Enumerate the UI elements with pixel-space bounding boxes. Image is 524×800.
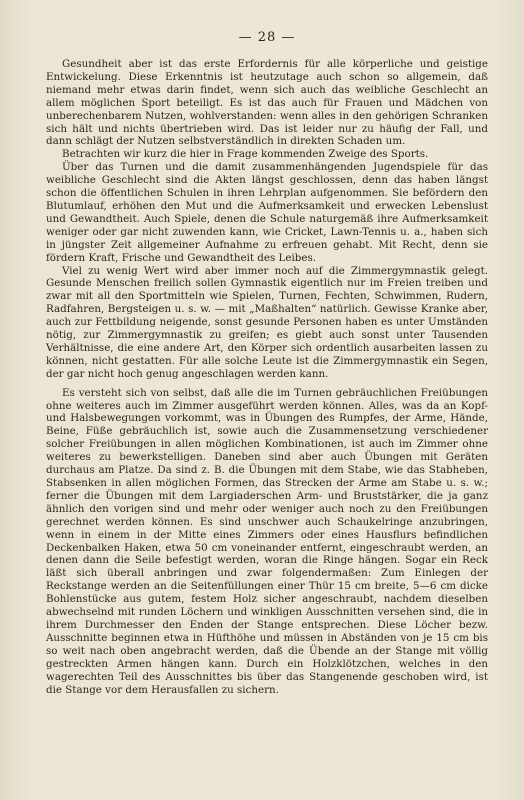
- page-number: — 28 —: [238, 30, 296, 45]
- paragraph-sports-intro: Betrachten wir kurz die hier in Frage kommenden Zweige des Sports.: [62, 148, 429, 161]
- paragraph-gymnastics-games: Über das Turnen und die damit zusammenhängenden Jugendspiele für das weibliche Geschlecht sind die Akten längst geschlossen, denn das haben längst schon die öffentlichen Schulen in ihren Lehrplan aufgenommen. Sie befördern den Blutumlauf, erhöhen den Mut und die Aufmerksamkeit und erwecken Lebenslust und Gewandtheit. Auch Spiele, denen die Schule naturgemäß ihre Aufmerksamkeit weniger oder gar nicht zuwenden kann, wie Cricket, Lawn-Tennis u. a., haben sich in jüngster Zeit allgemeiner Aufnahme zu erfreuen gehabt. Mit Recht, denn sie fördern Kraft, Frische und Gewandtheit des Leibes.: [46, 161, 488, 264]
- paragraph-room-gymnastics: Viel zu wenig Wert wird aber immer noch auf die Zimmergymnastik gelegt. Gesunde Menschen freilich sollen Gymnastik eigentlich nur im Freien treiben und zwar mit all den Sportmitteln wie Spielen, Turnen, Fechten, Schwimmen, Rudern, Radfahren, Bergsteigen u. s. w. — mit „Maßhalten“ natürlich. Gewisse Kranke aber, auch zur Fettbildung neigende, sonst gesunde Personen haben es unter Umständen nötig, zur Zimmergymnastik zu greifen; es giebt auch sonst unter Tausenden Verhältnisse, die eine andere Art, den Körper sich ordentlich ausarbeiten lassen zu können, nicht gestatten. Für alle solche Leute ist die Zimmergymnastik ein Segen, der gar nicht hoch genug angeschlagen werden kann.: [46, 264, 488, 380]
- paragraph-exercises-equipment: Es versteht sich von selbst, daß alle die im Turnen gebräuchlichen Freiübungen ohne weiteres auch im Zimmer ausgeführt werden können. Alles, was da an Kopf- und Halsbewegungen vorkommt, was in Übungen des Rumpfes, der Arme, Hände, Beine, Füße gebräuchlich ist, sowie auch die Zusammensetzung verschiedener solcher Freiübungen in allen möglichen Kombinationen, ist auch im Zimmer ohne weiteres zu bewerkstelligen. Daneben sind aber auch Übungen mit Geräten durchaus am Platze. Da sind z. B. die Übungen mit dem Stabe, wie das Stabheben, Stabsenken in allen möglichen Formen, das Strecken der Arme am Stabe u. s. w.; ferner die Übungen mit dem Largiaderschen Arm- und Bruststärker, die ja ganz ähnlich den vorigen sind und mehr oder weniger auch noch zu den Freiübungen gerechnet werden können. Es sind unschwer auch Schaukelringe anzubringen, wenn in einem in der Mitte eines Zimmers oder eines Hausflurs befindlichen Deckenbalken Haken, etwa 50 cm voneinander entfernt, eingeschraubt werden, an denen dann die Seile befestigt werden, woran die Ringe hängen. Sogar ein Reck läßt sich überall anbringen und zwar folgendermaßen: Zum Einlegen der Reckstange werden an die Seitenfüllungen einer Thür 15 cm breite, 5—6 cm dicke Bohlenstücke aus gutem, festem Holz sicher angeschraubt, nachdem dieselben abwechselnd mit runden Löchern und winkligen Ausschnitten versehen sind, die in ihrem Durchmesser den Enden der Stange entsprechen. Diese Löcher bezw. Ausschnitte beginnen etwa in Hüfthöhe und müssen in Abständen von je 15 cm bis so weit nach oben angebracht werden, daß die Übende an der Stange mit völlig gestreckten Armen hängen kann. Durch ein Holzklötzchen, welches in den wagerechten Teil des Ausschnittes bis über das Stangenende geschoben wird, ist die Stange vor dem Herausfallen zu sichern.: [46, 386, 488, 696]
- paragraph-health: Gesundheit aber ist das erste Erfordernis für alle körperliche und geistige Entwickelung. Diese Erkenntnis ist heutzutage auch schon so allgemein, daß niemand mehr etwas darin findet, wenn sich auch das weibliche Geschlecht an allem möglichen Sport beteiligt. Es ist das auch für Frauen und Mädchen von unberechenbarem Nutzen, wohlverstanden: wenn alles in den gehörigen Schranken sich hält und nichts übertrieben wird. Das ist leider nur zu häufig der Fall, und dann schlägt der Nutzen selbstverständlich in direkten Schaden um.: [46, 58, 488, 148]
- body-text: [46, 58, 488, 696]
